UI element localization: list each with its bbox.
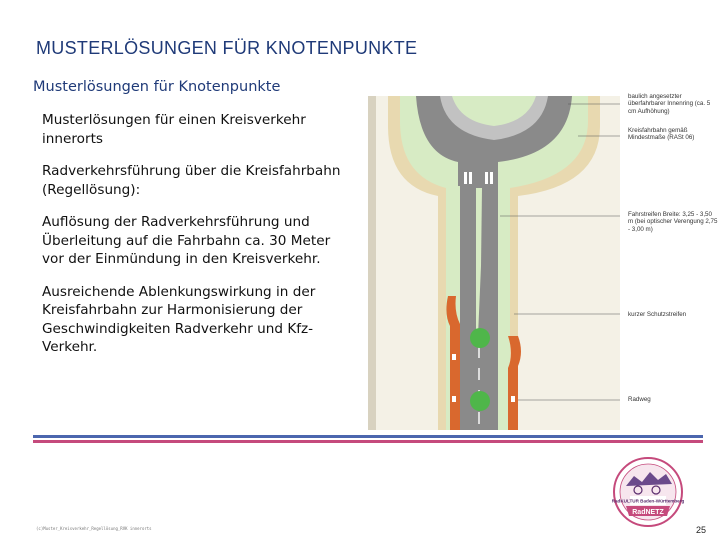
annotation-inner-ring: baulich angesetzter überfahrbarer Innenring (ca. 5 cm Aufhöhung) — [628, 93, 711, 115]
tree-icon — [470, 328, 490, 348]
paragraph-1: Musterlösungen für einen Kreisverkehr innerorts — [42, 112, 306, 147]
annotation-bike-path: Radweg — [628, 396, 651, 403]
logo-text-bottom: RadNETZ — [632, 509, 664, 516]
paragraph-3: Auflösung der Radverkehrsführung und Überleitung auf die Fahrbahn ca. 30 Meter vor der Einmündung in den Kreisverkehr. — [42, 214, 331, 267]
footer-note: (c)Muster_Kreisverkehr_Regellösung_RVK innerorts — [36, 526, 152, 531]
paragraph-4: Ausreichende Ablenkungswirkung in der Kreisfahrbahn zur Harmonisierung der Geschwindigkeiten Radverkehr und Kfz-Verkehr. — [42, 283, 316, 355]
page-subtitle: Musterlösungen für Knotenpunkte — [33, 79, 281, 95]
divider-blue — [33, 435, 703, 438]
hatched-edge — [368, 96, 376, 430]
annotation-protective-lane: kurzer Schutzstreifen — [628, 311, 687, 318]
annotation-lane: Fahrstreifen Breite: 3,25 - 3,50 m (bei optischer Verengung 2,75 - 3,00 m) — [628, 211, 718, 233]
radnetz-logo — [612, 456, 684, 528]
annotation-circulating-roadway: Kreisfahrbahn gemäß Mindestmaße (RASt 06) — [628, 127, 695, 142]
paragraph-2: Radverkehrsführung über die Kreisfahrbahn (Regellösung): — [42, 163, 341, 198]
page-number: 25 — [696, 525, 707, 535]
tree-icon — [470, 391, 490, 411]
body-text — [42, 111, 342, 371]
page-title: MUSTERLÖSUNGEN FÜR KNOTENPUNKTE — [36, 38, 418, 58]
divider-pink — [33, 440, 703, 443]
logo-text-top: RadKULTUR Baden-Württemberg — [612, 498, 684, 504]
roundabout-diagram — [368, 96, 620, 430]
